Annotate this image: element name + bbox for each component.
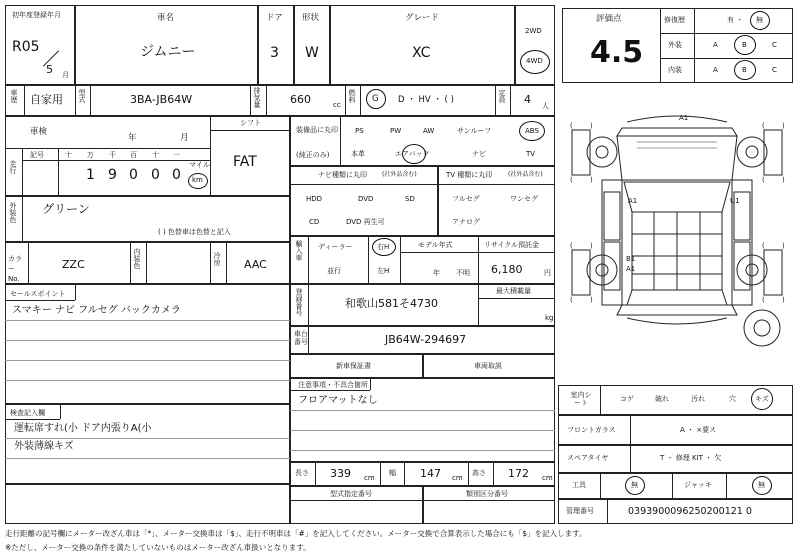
equip-tv: TV — [526, 150, 536, 158]
usage: 自家用 — [30, 93, 63, 106]
seat-ana: 穴 — [729, 395, 736, 403]
navi-dvd: DVD — [358, 195, 374, 203]
svg-text:(: ( — [762, 242, 765, 250]
cc-unit: cc — [333, 101, 341, 109]
chassis-value: JB64W-294697 — [385, 333, 467, 346]
mgmt-value: 0393900096250200121 0 — [628, 506, 752, 517]
digit-2: 9 — [108, 167, 117, 183]
capacity-label: 定員 — [498, 89, 506, 103]
spare-value: T ・ 修理 KIT ・ 欠 — [660, 454, 722, 462]
jack-none: 無 — [758, 481, 765, 489]
color-note: ( ) 色替車は色替と記入 — [158, 228, 231, 236]
tools-none: 無 — [631, 481, 638, 489]
svg-text:): ) — [782, 122, 785, 130]
door-label: ドア — [266, 13, 283, 23]
width: 147 — [420, 467, 441, 480]
reg-year: R05 — [12, 39, 40, 55]
seat-kizu: キズ — [755, 395, 769, 403]
category: 類別区分番号 — [466, 490, 508, 498]
equipment-label: 装備品に丸印 — [296, 126, 338, 134]
seat-yabure: 破れ — [655, 395, 669, 403]
spare-label: スペアタイヤ — [567, 454, 609, 462]
place-label-3: 百 — [130, 151, 137, 159]
import-label: 輸入車 — [295, 240, 303, 261]
diagram-mark-2: U1 — [730, 197, 740, 205]
reg-month: 5 — [46, 63, 53, 76]
tv-label: TV 種類に丸印 — [446, 171, 493, 179]
mile-unit: マイル — [189, 161, 210, 169]
inspection-line2: 外装薄線キズ — [14, 441, 74, 452]
displacement: 660 — [290, 93, 311, 106]
svg-text:): ) — [590, 242, 593, 250]
usage-label: 車歴 — [10, 89, 18, 103]
svg-text:): ) — [782, 296, 785, 304]
symbol-label: 記号 — [30, 151, 44, 159]
svg-text:(: ( — [570, 296, 573, 304]
capacity: 4 — [524, 93, 531, 106]
equip-abs: ABS — [525, 127, 539, 135]
svg-text:(: ( — [762, 176, 765, 184]
row2 — [5, 85, 555, 116]
sales-cell — [5, 284, 290, 404]
place-label-5: 一 — [173, 151, 180, 159]
seat-yogore: 汚れ — [691, 395, 705, 403]
model-year-unit: 年 — [433, 269, 440, 277]
cooling: AAC — [244, 258, 267, 271]
kg-unit: kg — [545, 314, 554, 322]
registration-value: 和歌山581そ4730 — [345, 297, 438, 310]
notes-value: フロアマットなし — [298, 395, 378, 406]
navi-sd: SD — [405, 195, 415, 203]
diagram-mark-1: A1 — [628, 197, 638, 205]
height-cm: cm — [542, 474, 553, 482]
month-unit: 月 — [62, 71, 69, 79]
model-year-label: モデル年式 — [418, 241, 453, 249]
shape: W — [305, 45, 319, 61]
import-right: 右H — [377, 243, 390, 251]
svg-text:): ) — [590, 176, 593, 184]
shift-label: シフト — [240, 119, 261, 127]
glass-value: A ・ ×要ス — [680, 426, 717, 434]
mileage-label: 走行 — [9, 160, 17, 174]
color-value: グリーン — [42, 202, 90, 216]
rating-label: 評価点 — [596, 14, 622, 24]
svg-text:): ) — [590, 296, 593, 304]
svg-text:(: ( — [762, 122, 765, 130]
svg-text:): ) — [782, 176, 785, 184]
drive-2wd: 2WD — [525, 27, 542, 35]
diagram-mark-4: A1 — [626, 265, 636, 273]
inspection-line1: 運転席すれ(小 ドア内張りA(小 — [14, 423, 152, 434]
tv-fullseg: フルセグ — [452, 195, 480, 203]
fuel-opts: D ・ HV ・ ( ) — [398, 95, 454, 105]
equip-airbag: エアバック — [395, 150, 430, 158]
drive-4wd: 4WD — [526, 57, 543, 65]
svg-text:(: ( — [570, 176, 573, 184]
place-label-2: 千 — [109, 151, 116, 159]
car-diagram — [562, 100, 793, 375]
footer-line2: ※ただし、メーター交換の条件を満たしていないものはメーター改ざん車扱いとなります。 — [5, 543, 311, 552]
int-b: B — [742, 66, 747, 74]
seat-koge: コゲ — [620, 395, 634, 403]
max-load-label: 最大積載量 — [496, 287, 531, 295]
shape-label: 形状 — [302, 13, 320, 23]
tools-label: 工具 — [572, 481, 586, 489]
length: 339 — [330, 467, 351, 480]
import-left: 左H — [377, 267, 390, 275]
place-label-4: 十 — [152, 151, 159, 159]
yen-unit: 円 — [544, 269, 551, 277]
digit-1: 1 — [86, 167, 95, 183]
import-dealer: ディーラー — [318, 243, 353, 251]
jack-label: ジャッキ — [684, 481, 712, 489]
import-parallel: 並行 — [327, 267, 341, 275]
sales-label: セールスポイント — [10, 290, 66, 298]
model: 3BA-JB64W — [130, 93, 193, 106]
recycle: 6,180 — [491, 263, 523, 276]
repair-opts: 有 ・ — [727, 16, 744, 24]
new-car-warranty: 新車保証書 — [336, 362, 371, 370]
tv-sub: (社外品含む) — [508, 171, 543, 178]
ext-a: A — [713, 41, 718, 49]
color-label: 外装色 — [9, 202, 17, 223]
registration-label: 登録番号 — [295, 288, 303, 316]
equip-navi: ナビ — [472, 150, 486, 158]
shift: FAT — [233, 154, 257, 170]
disp-label: 排気量 — [253, 87, 261, 108]
tv-oneseg: ワンセグ — [510, 195, 538, 203]
color-no-label: カラーNo. — [8, 255, 22, 283]
equip-sunroof: サンルーフ — [457, 127, 492, 135]
shaken-month: 月 — [180, 133, 189, 143]
equip-ps: PS — [355, 127, 364, 135]
capacity-unit: 人 — [542, 102, 549, 110]
equip-pw: PW — [390, 127, 402, 135]
car-name-label: 車名 — [157, 13, 175, 23]
width-label: 幅 — [389, 469, 396, 477]
digit-5: 0 — [172, 167, 181, 183]
model-label: 型式 — [78, 89, 86, 103]
chassis-label: 車台番号 — [294, 330, 308, 346]
ext-c: C — [772, 41, 777, 49]
doors: 3 — [270, 45, 279, 61]
length-cm: cm — [364, 474, 375, 482]
repair-none: 無 — [756, 16, 763, 24]
svg-text:(: ( — [762, 296, 765, 304]
glass-label: フロントガラス — [567, 426, 616, 434]
mgmt-label: 管理番号 — [566, 507, 594, 515]
inspection-label: 検査記入欄 — [10, 409, 45, 417]
length-label: 長さ — [295, 469, 309, 477]
diagram-mark-3: B1 — [626, 255, 636, 263]
repair-label: 修復歴 — [664, 16, 685, 24]
int-c: C — [772, 66, 777, 74]
width-cm: cm — [452, 474, 463, 482]
height-label: 高さ — [472, 469, 486, 477]
recycle-label: リサイクル預託金 — [484, 241, 540, 249]
diagram-mark-0: A1 — [679, 114, 689, 122]
digit-3: 0 — [129, 167, 138, 183]
fuel-label: 燃料 — [348, 89, 356, 103]
km-unit: km — [192, 176, 203, 184]
exterior-label: 外装 — [668, 41, 682, 49]
color-no: ZZC — [62, 258, 85, 271]
shaken-year: 年 — [128, 133, 137, 143]
manual: 車両取説 — [474, 362, 502, 370]
navi-hdd: HDD — [306, 195, 323, 203]
place-label-1: 万 — [87, 151, 94, 159]
footer-line1: 走行距離の記号欄にメーター改ざん車は「*」、メーター交換車は「$」、走行不明車は「#」を記入してください。メーター交換で合算表示した場合にも「$」を記入します。 — [5, 529, 587, 538]
equip-leather: 本革 — [351, 150, 365, 158]
ext-b: B — [742, 41, 747, 49]
sales-value: スマキー ナビ フルセグ バックカメラ — [12, 305, 181, 316]
seat-label: 室内シート — [570, 391, 592, 408]
navi-label: ナビ種類に丸印 — [318, 171, 367, 179]
bottom-left-cell — [5, 484, 290, 524]
first-reg-label: 初年度登録年月 — [12, 11, 61, 19]
grade: XC — [412, 45, 431, 61]
tv-analog: アナログ — [452, 218, 480, 226]
int-a: A — [713, 66, 718, 74]
svg-text:): ) — [782, 242, 785, 250]
digit-4: 0 — [151, 167, 160, 183]
equip-aw: AW — [423, 127, 435, 135]
shaken-label: 車検 — [30, 127, 48, 137]
svg-text:(: ( — [570, 242, 573, 250]
rating-score: 4.5 — [590, 35, 644, 70]
svg-text:(: ( — [570, 122, 573, 130]
height: 172 — [508, 467, 529, 480]
car-name: ジムニー — [140, 44, 196, 60]
navi-cd: CD — [309, 218, 320, 226]
interior-color-label: 内装色 — [133, 248, 141, 269]
interior-label: 内装 — [668, 66, 682, 74]
navi-sub: (社外品含む) — [382, 171, 417, 178]
fuel-g: G — [372, 94, 379, 104]
notes-label: 注意事項・不具合箇所 — [298, 381, 368, 389]
type-designation: 型式指定番号 — [330, 490, 372, 498]
grade-label: グレード — [405, 13, 440, 23]
equipment-sub: (純正のみ) — [296, 151, 330, 159]
model-year-unknown: 不明 — [456, 269, 470, 277]
cooling-label: 冷房 — [213, 252, 221, 266]
navi-dvd-play: DVD 再生可 — [346, 218, 385, 226]
svg-text:): ) — [590, 122, 593, 130]
place-label-0: 十 — [65, 151, 72, 159]
